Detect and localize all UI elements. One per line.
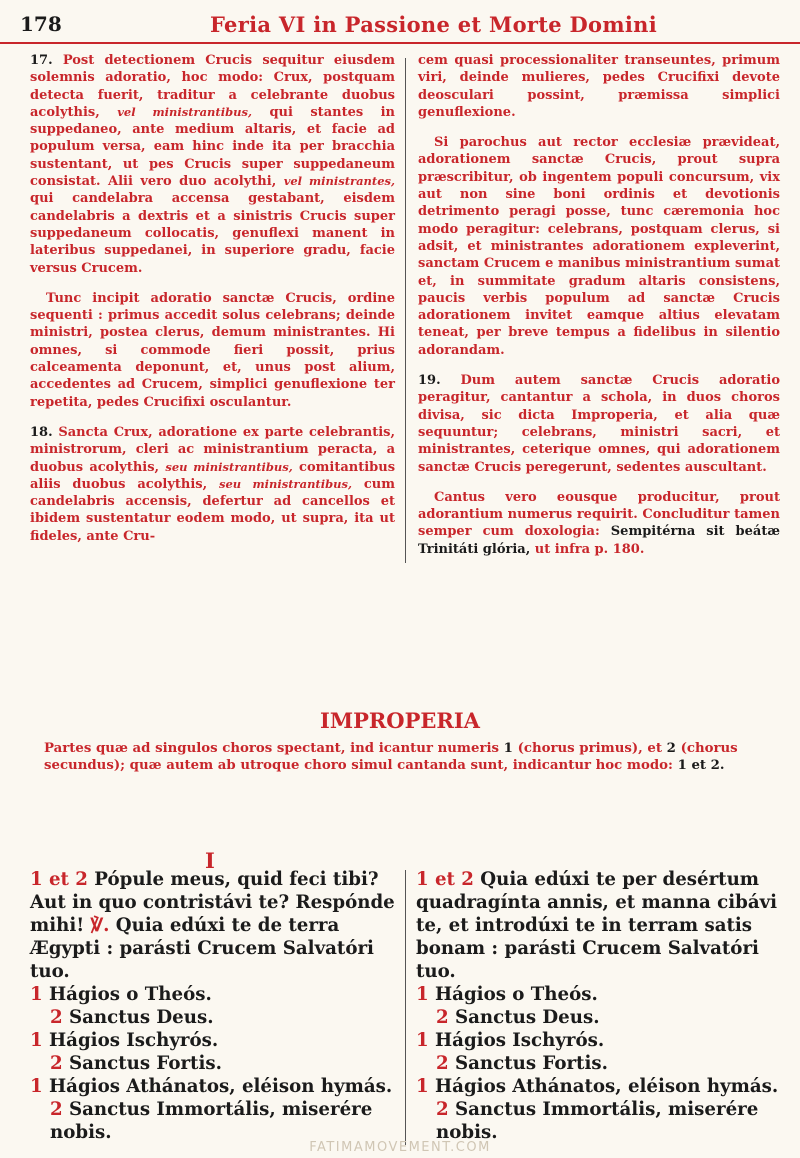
chant-text: Sanctus Fortis. — [69, 1053, 222, 1074]
paragraph-number: 18. — [30, 424, 53, 440]
rubric-text: Post detectionem Crucis sequitur eiusdem solemnis adoratio, hoc modo: Crux, postquam detecta fuerit, traditur a celebrante duobus acolythis, — [30, 53, 395, 120]
chant-line — [416, 1075, 788, 1098]
chant-line — [30, 1006, 402, 1029]
choir-marker: 1 — [416, 984, 429, 1005]
choir-both-marker: 1 et 2. — [677, 758, 725, 773]
rubric-text: qui candelabra accensa gestabant, eisdem candelabris a dextris et a sinistris Crucis super suppedaneum collocatis, genuflexi manent in lateribus suppedanei, in superiore gradu, facie versus Crucem. — [30, 191, 395, 276]
running-title: Feria VI in Passione et Morte Domini — [210, 12, 657, 37]
intro-text: (chorus secundus); quæ autem ab utroque choro simul cantanda sunt, indicantur hoc modo: — [44, 741, 738, 773]
chant-column-left — [30, 868, 402, 1144]
chant-verse — [30, 868, 402, 983]
chant-line — [30, 1075, 402, 1098]
chant-verse — [416, 868, 788, 983]
choir-marker: 1 — [30, 1030, 43, 1051]
chant-line — [30, 1029, 402, 1052]
choir-number: 2 — [666, 741, 676, 756]
choir-marker: 2 — [436, 1053, 449, 1074]
chant-line — [30, 1052, 402, 1075]
chant-line — [416, 1052, 788, 1075]
chant-text: Sanctus Fortis. — [455, 1053, 608, 1074]
rubric-text: qui stantes in suppedaneo, ante medium altaris, et facie ad populum versa, eam hinc inde ita per bracchia sustentant, ut pes Crucis super suppedaneum consistat. Alii vero duo acolythi, — [30, 104, 395, 190]
rubric-paragraph-19 — [418, 372, 780, 476]
chant-text: Hágios o Theós. — [49, 984, 212, 1005]
rubric-paragraph-cantus — [418, 489, 780, 558]
doxology-text: Sempitérna sit beátæ Trinitáti glória, — [418, 524, 781, 557]
rubric-paragraph-17 — [30, 52, 395, 277]
chant-text: Hágios Ischyrós. — [49, 1030, 219, 1051]
versicle-symbol: ℣. — [90, 915, 110, 936]
rubric-paragraph-18 — [30, 424, 395, 545]
choir-marker: 1 — [30, 984, 43, 1005]
header-rule — [0, 42, 800, 44]
page-number: 178 — [20, 12, 62, 36]
verse-text: Quia edúxi te de terra Ægypti : parásti Crucem Salvatóri tuo. — [30, 915, 374, 982]
rubric-text: ut infra p. 180. — [534, 541, 645, 557]
watermark: FATIMAMOVEMENT.COM — [309, 1140, 491, 1155]
rubric-text: Sancta Crux, adoratione ex parte celebrantis, ministrorum, cleri ac ministrantium peracta, a duobus acolythis, — [30, 424, 395, 475]
paragraph-number: 19. — [418, 373, 441, 389]
choir-marker: 2 — [50, 1099, 63, 1120]
chant-text: Sanctus Deus. — [69, 1007, 214, 1028]
paragraph-number: 17. — [30, 53, 53, 68]
rubric-text: Cantus vero eousque producitur, prout adorantium numerus requirit. Concluditur tamen semper cum doxologia: — [418, 489, 780, 540]
chant-line — [30, 1098, 402, 1144]
chant-line — [416, 1098, 788, 1144]
verse-text: Quia edúxi te per desértum quadragínta annis, et manna cibávi te, et introdúxi te in terram satis bonam : parásti Crucem Salvatóri tuo. — [416, 869, 778, 982]
rubric-italic: seu ministrantibus, — [219, 476, 352, 491]
rubric-italic: vel ministrantes, — [283, 174, 396, 189]
chant-text: Hágios Athánatos, eléison hymás. — [49, 1076, 393, 1097]
rubric-italic: vel ministrantibus, — [117, 104, 252, 119]
rubric-text: cum candelabris accensis, defertur ad cancellos et ibidem sustentatur eodem modo, ut supra, ita ut fideles, ante Cru- — [30, 476, 395, 544]
rubric-paragraph-continued: cem quasi processionaliter transeuntes, primum viri, deinde mulieres, pedes Crucifixi devote deosculari possint, præmissa simplici genuflexione. — [418, 53, 780, 120]
rubric-text: Dum autem sanctæ Crucis adoratio peragitur, cantantur a schola, in duos choros divisa, sic dicta Improperia, et alia quæ sequuntur; celebrans, ministri sacri, et ministrantes, ceterique omnes, qui adorationem sanctæ Crucis peregerunt, sedentes auscultant. — [418, 373, 781, 475]
chant-text: Sanctus Deus. — [455, 1007, 600, 1028]
chant-line — [416, 1029, 788, 1052]
chant-column-divider — [405, 870, 406, 1145]
rubric-paragraph-tunc: Tunc incipit adoratio sanctæ Crucis, ordine sequenti : primus accedit solus celebrans; deinde ministri, postea clerus, demum ministrantes. Hi omnes, si commode fieri possit, prius calceamenta deponunt, et, unus post alium, accedentes ad Crucem, simplici genuflexione ter repetita, pedes Crucifixi osculantur. — [30, 290, 395, 410]
rubric-italic: seu ministrantibus, — [165, 459, 293, 474]
rubric-column-right — [418, 52, 780, 571]
choir-marker: 1 et 2 — [30, 869, 88, 890]
chant-text: Hágios Athánatos, eléison hymás. — [435, 1076, 779, 1097]
choir-number: 1 — [503, 741, 513, 756]
verse-text: Pópule meus, quid feci tibi? Aut in quo contristávi te? Respónde mihi! — [30, 869, 395, 936]
chant-text: Hágios Ischyrós. — [435, 1030, 605, 1051]
choir-marker: 1 — [416, 1076, 429, 1097]
choir-marker: 2 — [50, 1053, 63, 1074]
chant-text: Sanctus Immortális, miserére nobis. — [50, 1099, 373, 1143]
column-divider — [405, 58, 406, 563]
chant-text: Hágios o Theós. — [435, 984, 598, 1005]
choir-marker: 2 — [436, 1099, 449, 1120]
rubric-column-left — [30, 52, 395, 558]
choir-marker: 2 — [436, 1007, 449, 1028]
section-numeral: I — [205, 848, 215, 873]
intro-text: (chorus primus), et — [517, 741, 663, 756]
rubric-paragraph-si: Si parochus aut rector ecclesiæ prævideat, adorationem sanctæ Crucis, prout supra præscribitur, ob ingentem populi concursum, vix aut non sine boni ordinis et devotionis detrimento peragi posse, tunc cæremonia hoc modo peragitur: celebrans, postquam clerus, si adsit, et ministrantes adorationem expleverint, sanctam Crucem e manibus ministrantium sumat et, in summitate gradum altaris consistens, paucis verbis populum ad sanctæ Crucis adorationem invitet eamque altius elevatam teneat, per breve tempus a fidelibus in silentio adorandam. — [418, 135, 780, 358]
chant-text: Sanctus Immortális, miserére nobis. — [436, 1099, 759, 1143]
improperia-intro — [44, 740, 784, 774]
intro-text: Partes quæ ad singulos choros spectant, ind icantur numeris — [44, 741, 500, 756]
page-header — [0, 0, 800, 40]
chant-line — [30, 983, 402, 1006]
chant-line — [416, 1006, 788, 1029]
chant-column-right — [416, 868, 788, 1144]
rubric-text: comitantibus aliis duobus acolythis, — [30, 459, 396, 492]
chant-line — [416, 983, 788, 1006]
improperia-title: IMPROPERIA — [320, 708, 480, 733]
choir-marker: 1 — [416, 1030, 429, 1051]
choir-marker: 1 et 2 — [416, 869, 474, 890]
choir-marker: 1 — [30, 1076, 43, 1097]
choir-marker: 2 — [50, 1007, 63, 1028]
